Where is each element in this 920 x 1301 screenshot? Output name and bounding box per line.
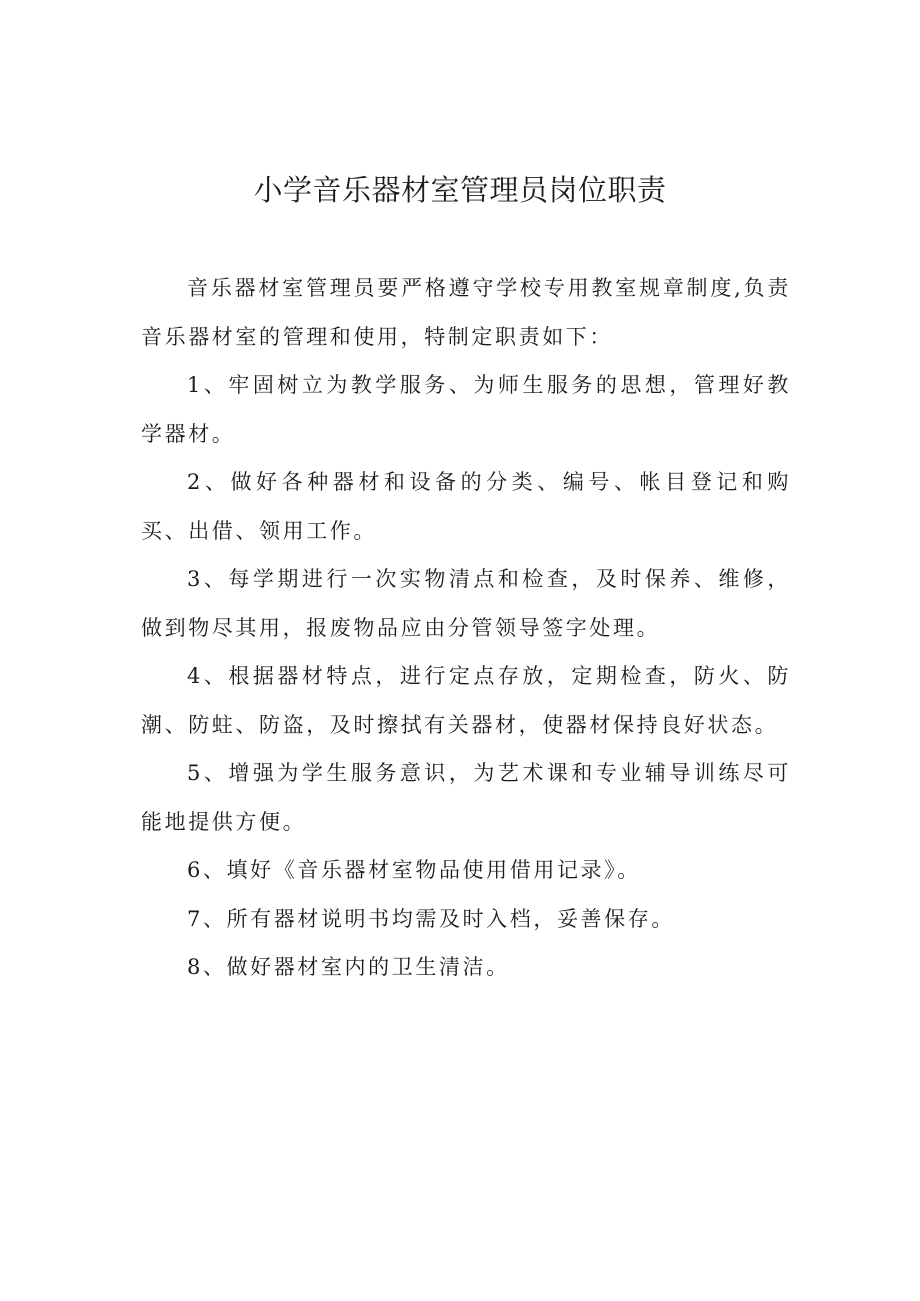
paragraph-item-6: 6、填好《音乐器材室物品使用借用记录》。 xyxy=(187,858,641,882)
document-title: 小学音乐器材室管理员岗位职责 xyxy=(253,173,667,207)
paragraph-item-1: 1、牢固树立为教学服务、为师生服务的思想，管理好教学器材。 xyxy=(141,373,791,446)
paragraph-item-4: 4、根据器材特点，进行定点存放，定期检查，防火、防潮、防蛀、防盗，及时擦拭有关器材，使器材保持良好状态。 xyxy=(141,664,791,737)
paragraph-item-8: 8、做好器材室内的卫生清洁。 xyxy=(187,955,510,979)
paragraph-item-5: 5、增强为学生服务意识，为艺术课和专业辅导训练尽可能地提供方便。 xyxy=(141,761,791,834)
paragraph-item-2: 2、做好各种器材和设备的分类、编号、帐目登记和购买、出借、领用工作。 xyxy=(141,470,791,543)
paragraph-item-7: 7、所有器材说明书均需及时入档，妥善保存。 xyxy=(187,906,675,931)
document-body xyxy=(141,264,791,992)
paragraph-intro: 音乐器材室管理员要严格遵守学校专用教室规章制度,负责音乐器材室的管理和使用，特制定职责如下： xyxy=(141,276,791,349)
paragraph-item-3: 3、每学期进行一次实物清点和检查，及时保养、维修，做到物尽其用，报废物品应由分管领导签字处理。 xyxy=(141,567,791,640)
